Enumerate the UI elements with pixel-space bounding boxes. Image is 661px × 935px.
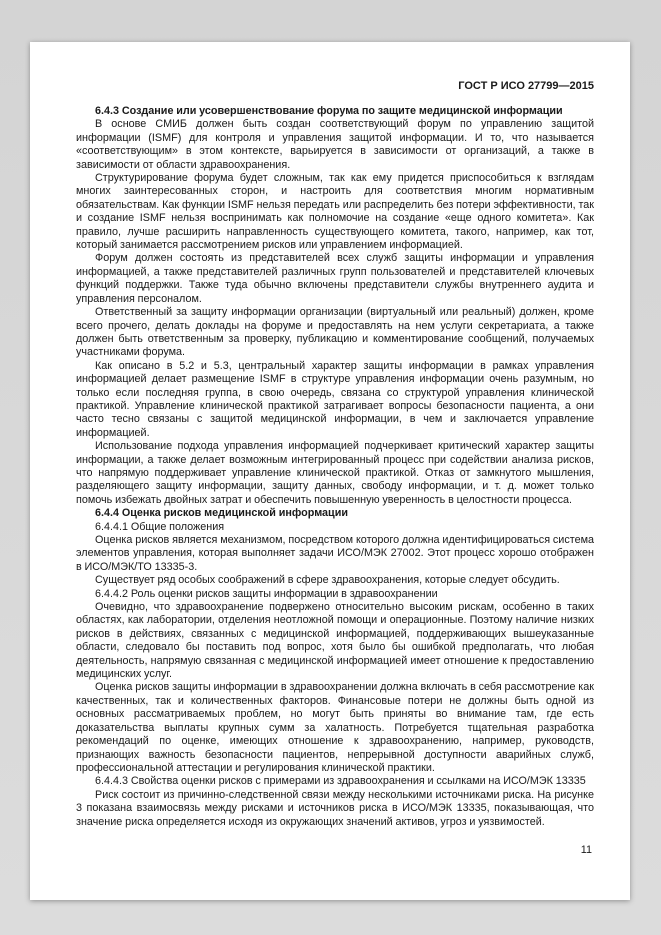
subsection-heading: 6.4.4.3 Свойства оценки рисков с примерами из здравоохранения и ссылками на ИСО/МЭК 13335	[95, 775, 586, 788]
paragraph: Оценка рисков является механизмом, посредством которого должна идентифицироваться система элементов управления, которая выполняет задачи ИСО/МЭК 27002. Этот процесс хорошо отображен в ИСО/МЭК/ТО 13335-3.	[76, 534, 594, 573]
section-heading: 6.4.4 Оценка рисков медицинской информации	[95, 507, 348, 520]
section-heading: 6.4.3 Создание или усовершенствование форума по защите медицинской информации	[95, 105, 563, 117]
subsection-heading: 6.4.4.1 Общие положения	[95, 520, 225, 533]
paragraph: Использование подхода управления информацией подчеркивает критический характер защиты информации, а также делает возможным интегрированный процесс при содействии анализа рисков, что напрямую поддерживает управление клинической практикой. Отказ от замкнутого мышления, разделяющего защиту информации, защиту данных, свободу информации, и т. д. может только помочь избежать двойных затрат и обеспечить повышенную уверенность в целостности процесса.	[76, 440, 594, 506]
paragraph: Очевидно, что здравоохранение подвержено относительно высоким рискам, особенно в таких областях, как лаборатории, отделения неотложной помощи и операционные. Поэтому наличие низких рисков в действиях, связанных с медицинской информацией, поддерживающих вышеуказанные области, следовало бы поставить под вопрос, хотя было бы ошибкой предполагать, что любая деятельность, напрямую связанная с медицинской информацией имеет отношение к предоставлению медицинских услуг.	[76, 601, 594, 681]
paragraph: Как описано в 5.2 и 5.3, центральный характер защиты информации в рамках управления информацией делает размещение ISMF в структуре управления информации очень разумным, но только если последняя группа, в свою очередь, связана со структурой управления клинической практикой. Управление клинической практикой затрагивает вопросы безопасности пациента, а они часто тесно связаны с защитой медицинской информации, в чем и заключается управление информацией.	[76, 359, 594, 439]
document-body	[76, 105, 594, 829]
paragraph: Форум должен состоять из представителей всех служб защиты информации и управления информацией, а также представителей различных групп пользователей и представителей ключевых функций поддержки. Также туда обычно включены представители службы внутреннего аудита и управления персоналом.	[76, 252, 594, 305]
paragraph: Структурирование форума будет сложным, так как ему придется приспособиться к взглядам многих заинтересованных сторон, и настроить для соответствия многим нормативным обязательствам. Как функции ISMF нельзя передать или распределить без потери эффективности, так и создание ISMF нельзя воспринимать как полномочие на создание «еще одного комитета». Как правило, лучше расширить направленность существующего комитета, такого, например, как тот, который занимается рассмотрением рисков или управлением информацией.	[76, 172, 594, 252]
paragraph: Оценка рисков защиты информации в здравоохранении должна включать в себя рассмотрение как качественных, так и количественных факторов. Финансовые потери не должны быть одной из основных рассматриваемых проблем, но могут быть приняты во внимание там, где есть доказательства выплаты крупных сумм за халатность. Потребуется тщательная разработка рекомендаций по оценке, имеющих отношение к здравоохранению, например, руководств, признающих важность безопасности пациентов, непрерывной доступности аварийных служб, профессиональной аттестации и регулирования клинической практики.	[76, 681, 594, 774]
subsection-heading: 6.4.4.2 Роль оценки рисков защиты информации в здравоохранении	[95, 587, 438, 600]
paragraph: В основе СМИБ должен быть создан соответствующий форум по управлению защитой информации (ISMF) для контроля и управления защитой информации. И то, что называется «соответствующим» в этом контексте, варьируется в зависимости от организаций, а также в зависимости от области здравоохранения.	[76, 118, 594, 171]
document-header-standard-number: ГОСТ Р ИСО 27799—2015	[458, 80, 594, 92]
paragraph: Ответственный за защиту информации организации (виртуальный или реальный) должен, кроме всего прочего, делать доклады на форуме и предоставлять на нем услуги секретариата, а также должен быть ответственным за проверку, публикацию и комментирование сообщений, получаемых участниками форума.	[76, 306, 594, 359]
paragraph: Риск состоит из причинно-следственной связи между несколькими источниками риска. На рисунке 3 показана взаимосвязь между рисками и источников риска в ИСО/МЭК 13335, показывающая, что значение риска определяется исходя из окружающих значений активов, угроз и уязвимостей.	[76, 788, 594, 828]
paragraph: Существует ряд особых соображений в сфере здравоохранения, которые следует обсудить.	[95, 574, 560, 587]
document-page	[30, 42, 630, 900]
page-number: 11	[580, 843, 592, 856]
